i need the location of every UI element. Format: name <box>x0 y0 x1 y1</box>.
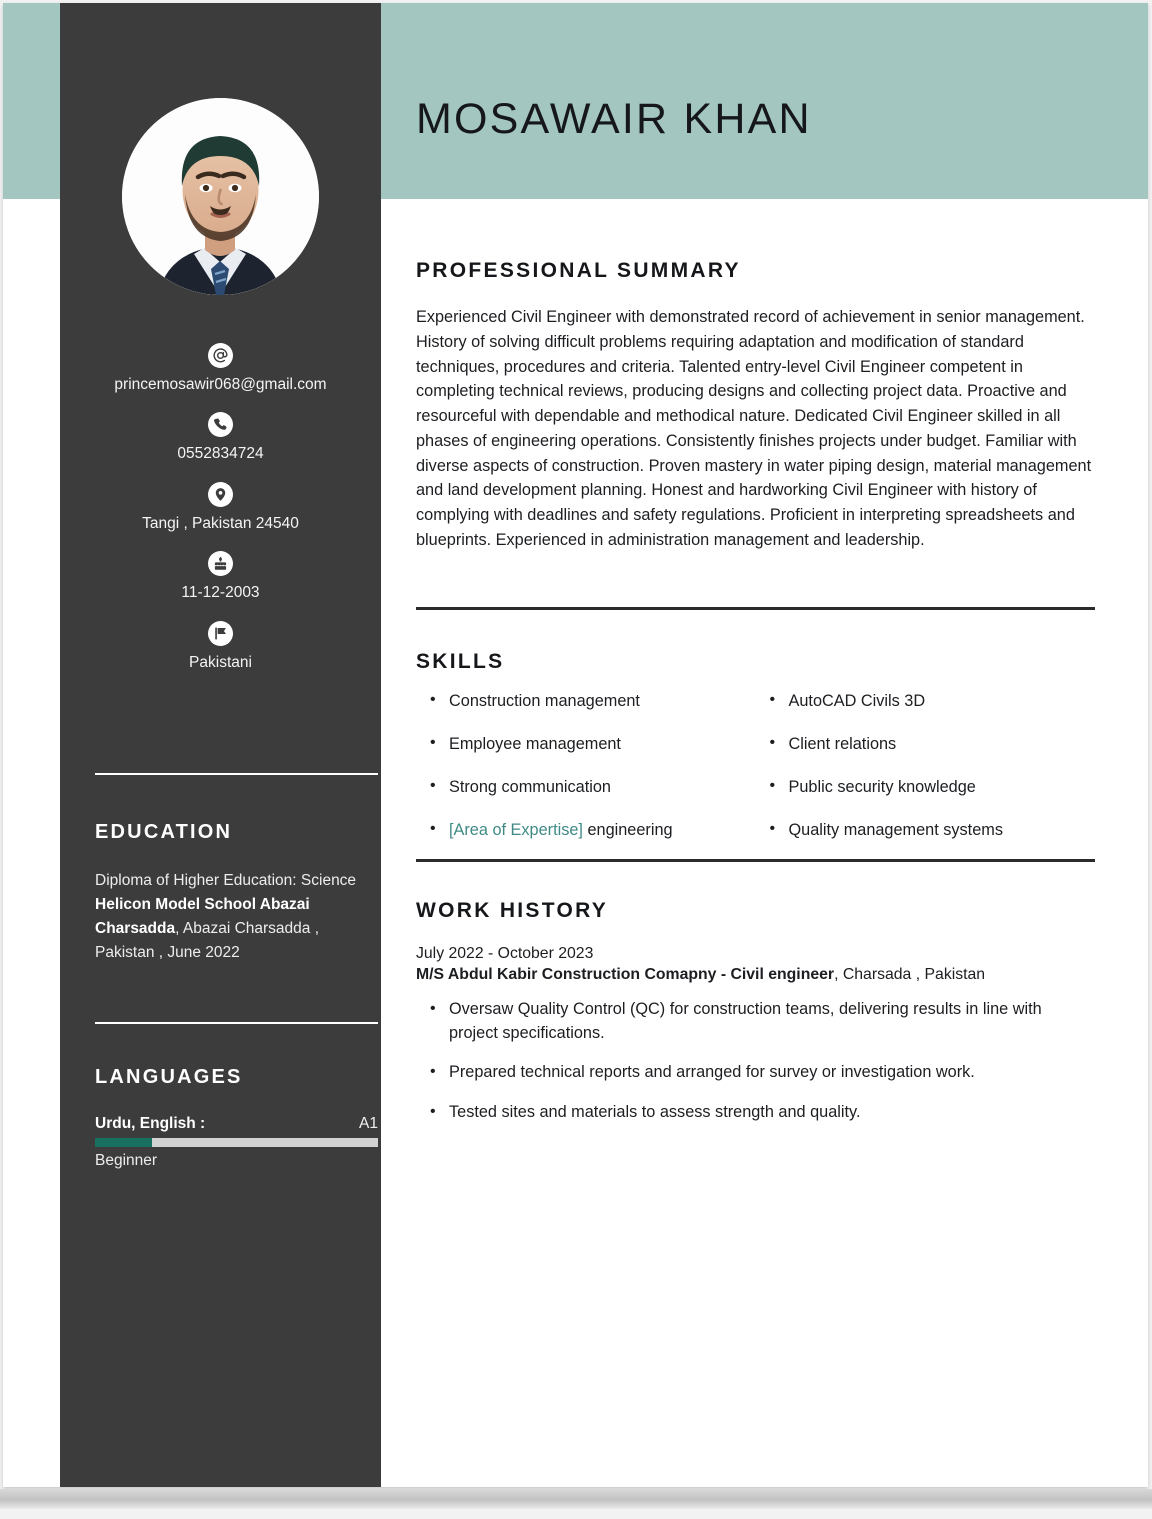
job-bullet: • Oversaw Quality Control (QC) for construction teams, delivering results in line with project specifications. <box>416 998 1095 1045</box>
education-entry <box>95 869 373 965</box>
profile-photo-icon <box>122 98 319 295</box>
skill-item: • Strong communication <box>416 776 756 798</box>
sidebar-divider-education <box>95 773 378 775</box>
contact-item-phone <box>60 412 381 463</box>
languages-section-title: LANGUAGES <box>95 1066 243 1088</box>
sidebar <box>60 3 381 1487</box>
work-history-section-title: WORK HISTORY <box>416 899 609 922</box>
divider-after-summary <box>416 607 1095 610</box>
skill-item: • Construction management <box>416 690 756 712</box>
job-location: , Charsada , Pakistan <box>834 966 986 983</box>
divider-after-skills <box>416 859 1095 862</box>
resume-page <box>3 3 1148 1487</box>
skills-column-right <box>756 690 1096 862</box>
contact-nationality-value: Pakistani <box>189 653 252 671</box>
language-proficiency-caption: Beginner <box>95 1152 158 1169</box>
contact-item-nationality <box>60 621 381 672</box>
job-dates: July 2022 - October 2023 <box>416 945 594 962</box>
language-progress-track <box>95 1138 378 1147</box>
education-school-detail: , Abazai Charsadda , Pakistan , June 2022 <box>95 920 320 962</box>
skill-placeholder-token: [Area of Expertise] <box>449 821 583 839</box>
education-degree: Diploma of Higher Education: Science <box>95 872 357 889</box>
contact-list <box>60 343 381 690</box>
skill-item: • Employee management <box>416 733 756 755</box>
skills-section <box>416 650 1095 862</box>
summary-section-title: PROFESSIONAL SUMMARY <box>416 259 741 282</box>
skill-item: • Quality management systems <box>756 819 1096 841</box>
skill-item: • AutoCAD Civils 3D <box>756 690 1096 712</box>
location-pin-icon <box>208 482 233 507</box>
summary-section <box>416 259 1095 553</box>
skill-item-label: engineering <box>582 821 673 839</box>
contact-item-birthdate <box>60 551 381 602</box>
education-section-title: EDUCATION <box>95 821 233 843</box>
skills-column-left <box>416 690 756 862</box>
birthday-cake-icon <box>208 551 233 576</box>
contact-item-location <box>60 482 381 533</box>
job-bullet: • Prepared technical reports and arranged for survey or investigation work. <box>416 1061 1095 1085</box>
language-item <box>95 1115 378 1170</box>
language-level-code: A1 <box>359 1115 378 1132</box>
job-company-line <box>416 966 1095 984</box>
sidebar-divider-languages <box>95 1022 378 1024</box>
job-company: M/S Abdul Kabir Construction Comapny - Civil engineer <box>416 966 835 983</box>
job-bullets <box>416 998 1095 1125</box>
avatar <box>122 98 319 295</box>
skill-item: • Public security knowledge <box>756 776 1096 798</box>
contact-email-value: princemosawir068@gmail.com <box>114 376 327 393</box>
work-history-section <box>416 899 1095 1141</box>
skills-section-title: SKILLS <box>416 650 505 673</box>
summary-text: Experienced Civil Engineer with demonstrated record of achievement in senior management. History of solving difficult problems requiring adaptation and modification of standard techniques, procedures and criteria. Talented entry-level Civil Engineer competent in completing technical reviews, producing designs and collecting project data. Proactive and resourceful with dependable and methodical nature. Dedicated Civil Engineer skilled in all phases of engineering operations. Consistently finishes projects under budget. Familiar with diverse aspects of construction. Proven mastery in water piping design, material management and land development planning. Honest and hardworking Civil Engineer with history of complying with deadlines and safety regulations. Proficient in interpreting spreadsheets and blueprints. Experienced in administration management and leadership. <box>416 308 1092 549</box>
language-progress-fill <box>95 1138 152 1147</box>
page-bottom-shadow <box>0 1489 1152 1509</box>
flag-icon <box>208 621 233 646</box>
contact-phone-value: 0552834724 <box>177 445 264 463</box>
skills-grid <box>416 690 1095 862</box>
page-title: MOSAWAIR KHAN <box>416 95 812 143</box>
contact-birthdate-value: 11-12-2003 <box>181 584 260 602</box>
language-name: Urdu, English : <box>95 1115 206 1132</box>
contact-location-value: Tangi , Pakistan 24540 <box>142 514 299 532</box>
contact-item-email <box>60 343 381 394</box>
language-header <box>95 1115 378 1133</box>
email-icon <box>208 343 233 368</box>
job-bullet: • Tested sites and materials to assess strength and quality. <box>416 1101 1095 1125</box>
skill-item: • Client relations <box>756 733 1096 755</box>
education-school: Helicon Model School Abazai Charsadda <box>95 896 310 938</box>
skill-item <box>416 819 756 841</box>
job-entry <box>416 945 1095 1125</box>
phone-icon <box>208 412 233 437</box>
